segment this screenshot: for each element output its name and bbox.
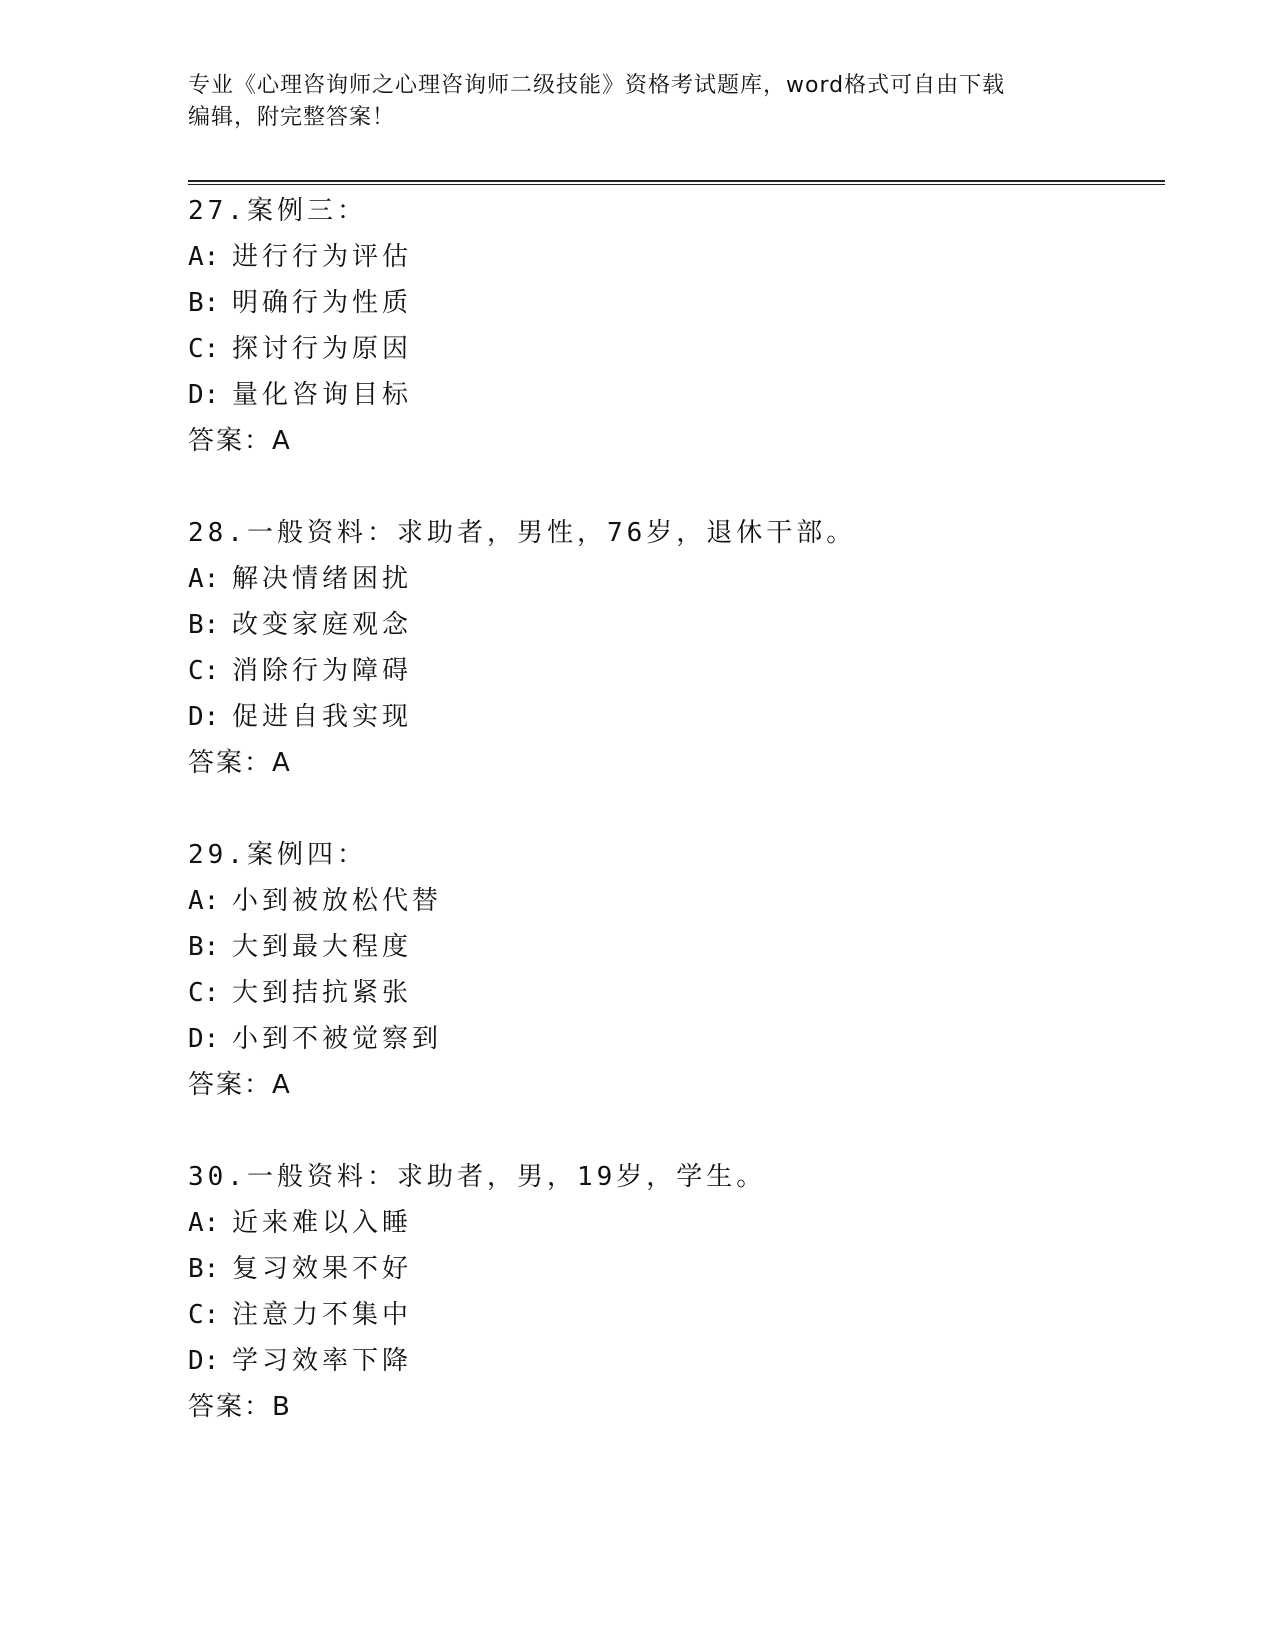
- option-letter: A:: [188, 886, 220, 916]
- option-text: 大到最大程度: [232, 932, 413, 962]
- option-text: 消除行为障碍: [232, 656, 413, 686]
- answer-line: 答案：A: [188, 1070, 292, 1100]
- option-letter: B:: [188, 1254, 220, 1284]
- option-c: [188, 970, 1165, 1016]
- page-header: [188, 70, 1068, 134]
- option-text: 解决情绪困扰: [232, 564, 413, 594]
- option-a: [188, 1200, 1165, 1246]
- option-b: [188, 602, 1165, 648]
- option-letter: D:: [188, 380, 220, 410]
- header-line-1: 专业《心理咨询师之心理咨询师二级技能》资格考试题库，word格式可自由下载: [188, 73, 1006, 98]
- question-stem: 30.一般资料：求助者，男，19岁，学生。: [188, 1162, 767, 1192]
- option-a: [188, 556, 1165, 602]
- option-letter: C:: [188, 1300, 220, 1330]
- option-text: 小到被放松代替: [232, 886, 443, 916]
- answer-line: 答案：A: [188, 426, 292, 456]
- option-c: [188, 1292, 1165, 1338]
- option-text: 量化咨询目标: [232, 380, 413, 410]
- question-30: [188, 1154, 1165, 1430]
- option-text: 小到不被觉察到: [232, 1024, 443, 1054]
- option-c: [188, 326, 1165, 372]
- option-letter: C:: [188, 656, 220, 686]
- question-27: [188, 188, 1165, 464]
- header-divider-thick: [188, 180, 1165, 182]
- question-28: [188, 510, 1165, 786]
- option-letter: A:: [188, 242, 220, 272]
- option-letter: B:: [188, 932, 220, 962]
- question-29: [188, 832, 1165, 1108]
- option-letter: B:: [188, 288, 220, 318]
- option-a: [188, 234, 1165, 280]
- option-d: [188, 1338, 1165, 1384]
- option-letter: D:: [188, 1346, 220, 1376]
- header-line-2: 编辑，附完整答案！: [188, 105, 396, 130]
- answer-line: 答案：A: [188, 748, 292, 778]
- option-b: [188, 924, 1165, 970]
- option-letter: C:: [188, 334, 220, 364]
- answer-line: 答案：B: [188, 1392, 292, 1422]
- option-letter: A:: [188, 564, 220, 594]
- option-c: [188, 648, 1165, 694]
- option-d: [188, 372, 1165, 418]
- question-stem: 28.一般资料：求助者，男性，76岁，退休干部。: [188, 518, 857, 548]
- option-text: 大到拮抗紧张: [232, 978, 413, 1008]
- option-text: 进行行为评估: [232, 242, 413, 272]
- option-text: 促进自我实现: [232, 702, 413, 732]
- option-text: 复习效果不好: [232, 1254, 413, 1284]
- question-list: [188, 188, 1165, 1476]
- option-letter: A:: [188, 1208, 220, 1238]
- option-d: [188, 1016, 1165, 1062]
- header-divider-thin: [188, 184, 1165, 185]
- question-stem: 29.案例四：: [188, 840, 367, 870]
- option-text: 近来难以入睡: [232, 1208, 413, 1238]
- option-text: 学习效率下降: [232, 1346, 413, 1376]
- option-text: 探讨行为原因: [232, 334, 413, 364]
- option-text: 注意力不集中: [232, 1300, 413, 1330]
- option-letter: B:: [188, 610, 220, 640]
- question-stem: 27.案例三：: [188, 196, 367, 226]
- option-letter: D:: [188, 1024, 220, 1054]
- option-letter: C:: [188, 978, 220, 1008]
- option-letter: D:: [188, 702, 220, 732]
- option-b: [188, 280, 1165, 326]
- option-b: [188, 1246, 1165, 1292]
- option-a: [188, 878, 1165, 924]
- option-text: 改变家庭观念: [232, 610, 413, 640]
- option-d: [188, 694, 1165, 740]
- option-text: 明确行为性质: [232, 288, 413, 318]
